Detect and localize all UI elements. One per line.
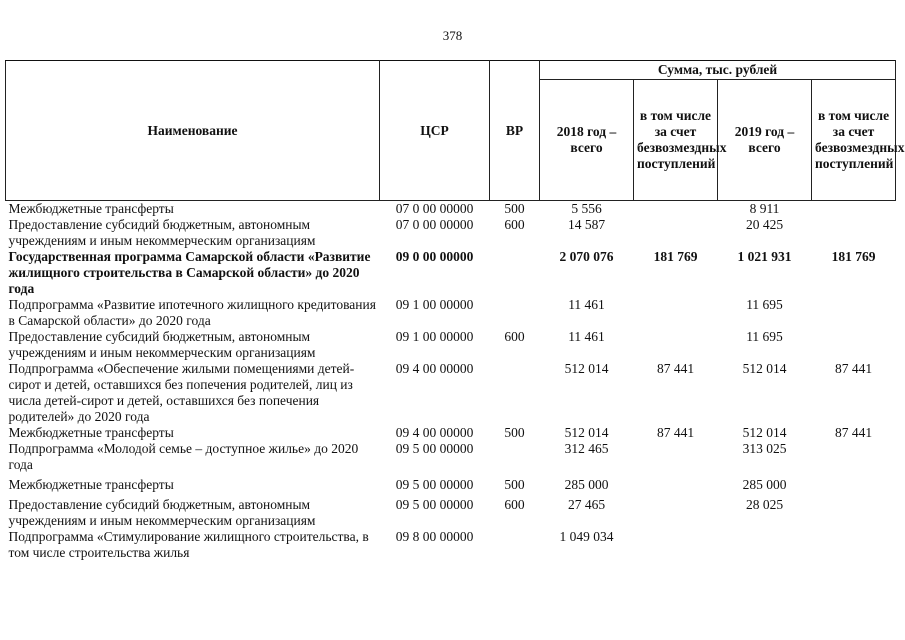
row-2019-total: 8 911 bbox=[749, 201, 780, 216]
row-vr bbox=[490, 249, 540, 297]
row-2018-free bbox=[634, 473, 718, 493]
budget-table-container bbox=[5, 60, 905, 561]
table-row bbox=[6, 425, 896, 441]
row-csr: 09 0 00 00000 bbox=[395, 249, 474, 264]
table-row bbox=[6, 201, 896, 218]
row-2018-free bbox=[634, 217, 718, 249]
table-row bbox=[6, 493, 896, 529]
row-name: Межбюджетные трансферты bbox=[8, 477, 174, 492]
table-row bbox=[6, 217, 896, 249]
table-body bbox=[6, 201, 896, 562]
row-2018-total: 14 587 bbox=[567, 217, 606, 232]
row-2018-total: 312 465 bbox=[564, 441, 609, 456]
header-name: Наименование bbox=[6, 61, 380, 201]
row-2018-free: 87 441 bbox=[656, 361, 695, 376]
page-number: 378 bbox=[442, 28, 463, 43]
row-2019-total: 11 695 bbox=[746, 329, 783, 344]
row-name: Подпрограмма «Обеспечение жилыми помещениями детей-сирот и детей, оставшихся без попечения родителей, лиц из числа детей-сирот и детей, оставшихся без попечения родителей» до 2020 года bbox=[8, 361, 355, 424]
table-row bbox=[6, 361, 896, 425]
table-header bbox=[6, 61, 905, 201]
row-2018-total: 1 049 034 bbox=[559, 529, 614, 544]
row-2019-free bbox=[812, 297, 896, 329]
row-2018-free bbox=[634, 493, 718, 529]
row-2019-free: 181 769 bbox=[831, 249, 876, 264]
row-csr: 09 1 00 00000 bbox=[395, 297, 474, 312]
table-row-program bbox=[6, 249, 896, 297]
row-2019-total: 1 021 931 bbox=[737, 249, 792, 264]
row-name: Подпрограмма «Молодой семье – доступное жилье» до 2020 года bbox=[8, 441, 359, 472]
row-2018-total: 512 014 bbox=[564, 361, 609, 376]
table-row bbox=[6, 441, 896, 473]
row-vr bbox=[490, 529, 540, 561]
budget-table bbox=[5, 60, 905, 561]
row-2018-free bbox=[634, 529, 718, 561]
row-name: Предоставление субсидий бюджетным, автономным учреждениям и иным некоммерческим организациям bbox=[8, 497, 316, 528]
row-2018-total: 285 000 bbox=[564, 477, 609, 492]
row-vr: 600 bbox=[504, 497, 525, 512]
row-csr: 09 5 00 00000 bbox=[395, 441, 474, 456]
header-sum-group: Сумма, тыс. рублей bbox=[540, 61, 896, 80]
row-vr bbox=[490, 361, 540, 425]
row-csr: 09 5 00 00000 bbox=[395, 497, 474, 512]
row-csr: 09 8 00 00000 bbox=[395, 529, 474, 544]
row-2018-free bbox=[634, 297, 718, 329]
row-name: Подпрограмма «Развитие ипотечного жилищного кредитования в Самарской области» до 2020 года bbox=[8, 297, 376, 328]
table-row bbox=[6, 329, 896, 361]
row-2018-total: 11 461 bbox=[568, 297, 605, 312]
row-2019-free bbox=[812, 529, 896, 561]
table-row bbox=[6, 529, 896, 561]
row-2019-free bbox=[812, 217, 896, 249]
row-vr bbox=[490, 297, 540, 329]
row-name: Предоставление субсидий бюджетным, автономным учреждениям и иным некоммерческим организациям bbox=[8, 217, 316, 248]
row-vr: 500 bbox=[504, 477, 525, 492]
row-vr: 500 bbox=[504, 425, 525, 440]
row-csr: 07 0 00 00000 bbox=[395, 217, 474, 232]
row-vr bbox=[490, 441, 540, 473]
row-2018-total: 27 465 bbox=[567, 497, 606, 512]
row-2019-free: 87 441 bbox=[834, 361, 873, 376]
row-2018-total: 2 070 076 bbox=[559, 249, 614, 264]
row-2018-total: 11 461 bbox=[568, 329, 605, 344]
row-vr: 600 bbox=[504, 329, 525, 344]
row-csr: 07 0 00 00000 bbox=[395, 201, 474, 216]
row-vr: 600 bbox=[504, 217, 525, 232]
row-2019-total: 313 025 bbox=[742, 441, 787, 456]
row-2019-free bbox=[812, 493, 896, 529]
header-2018-free: в том числе за счет безвозмездных поступлений bbox=[634, 80, 718, 201]
row-name: Подпрограмма «Стимулирование жилищного строительства, в том числе строительства жилья bbox=[8, 529, 369, 560]
row-2019-free bbox=[812, 329, 896, 361]
header-csr: ЦСР bbox=[380, 61, 490, 201]
row-2019-total: 285 000 bbox=[742, 477, 787, 492]
row-2019-total: 11 695 bbox=[746, 297, 783, 312]
table-row bbox=[6, 473, 896, 493]
row-csr: 09 5 00 00000 bbox=[395, 477, 474, 492]
row-2018-free bbox=[634, 201, 718, 218]
header-2018-total: 2018 год – всего bbox=[540, 80, 634, 201]
row-2018-total: 5 556 bbox=[571, 201, 602, 216]
row-2019-total: 512 014 bbox=[742, 425, 787, 440]
row-name: Межбюджетные трансферты bbox=[8, 201, 174, 216]
row-2019-free: 87 441 bbox=[834, 425, 873, 440]
row-2019-total: 20 425 bbox=[745, 217, 784, 232]
row-2018-total: 512 014 bbox=[564, 425, 609, 440]
row-name: Государственная программа Самарской области «Развитие жилищного строительства в Самарской области» до 2020 года bbox=[8, 249, 371, 296]
row-csr: 09 4 00 00000 bbox=[395, 361, 474, 376]
header-2019-total: 2019 год – всего bbox=[718, 80, 812, 201]
row-name: Межбюджетные трансферты bbox=[8, 425, 174, 440]
row-2018-free: 181 769 bbox=[653, 249, 698, 264]
row-csr: 09 4 00 00000 bbox=[395, 425, 474, 440]
header-2019-free: в том числе за счет безвозмездных поступлений bbox=[812, 80, 896, 201]
row-2018-free bbox=[634, 441, 718, 473]
row-2018-free bbox=[634, 329, 718, 361]
row-2019-total: 512 014 bbox=[742, 361, 787, 376]
row-name: Предоставление субсидий бюджетным, автономным учреждениям и иным некоммерческим организациям bbox=[8, 329, 316, 360]
row-2019-free bbox=[812, 473, 896, 493]
row-2019-total bbox=[718, 529, 812, 561]
row-2019-total: 28 025 bbox=[745, 497, 784, 512]
row-2019-free bbox=[812, 201, 896, 218]
row-2018-free: 87 441 bbox=[656, 425, 695, 440]
row-vr: 500 bbox=[504, 201, 525, 216]
table-row bbox=[6, 297, 896, 329]
row-2019-free bbox=[812, 441, 896, 473]
row-csr: 09 1 00 00000 bbox=[395, 329, 474, 344]
header-vr: ВР bbox=[490, 61, 540, 201]
